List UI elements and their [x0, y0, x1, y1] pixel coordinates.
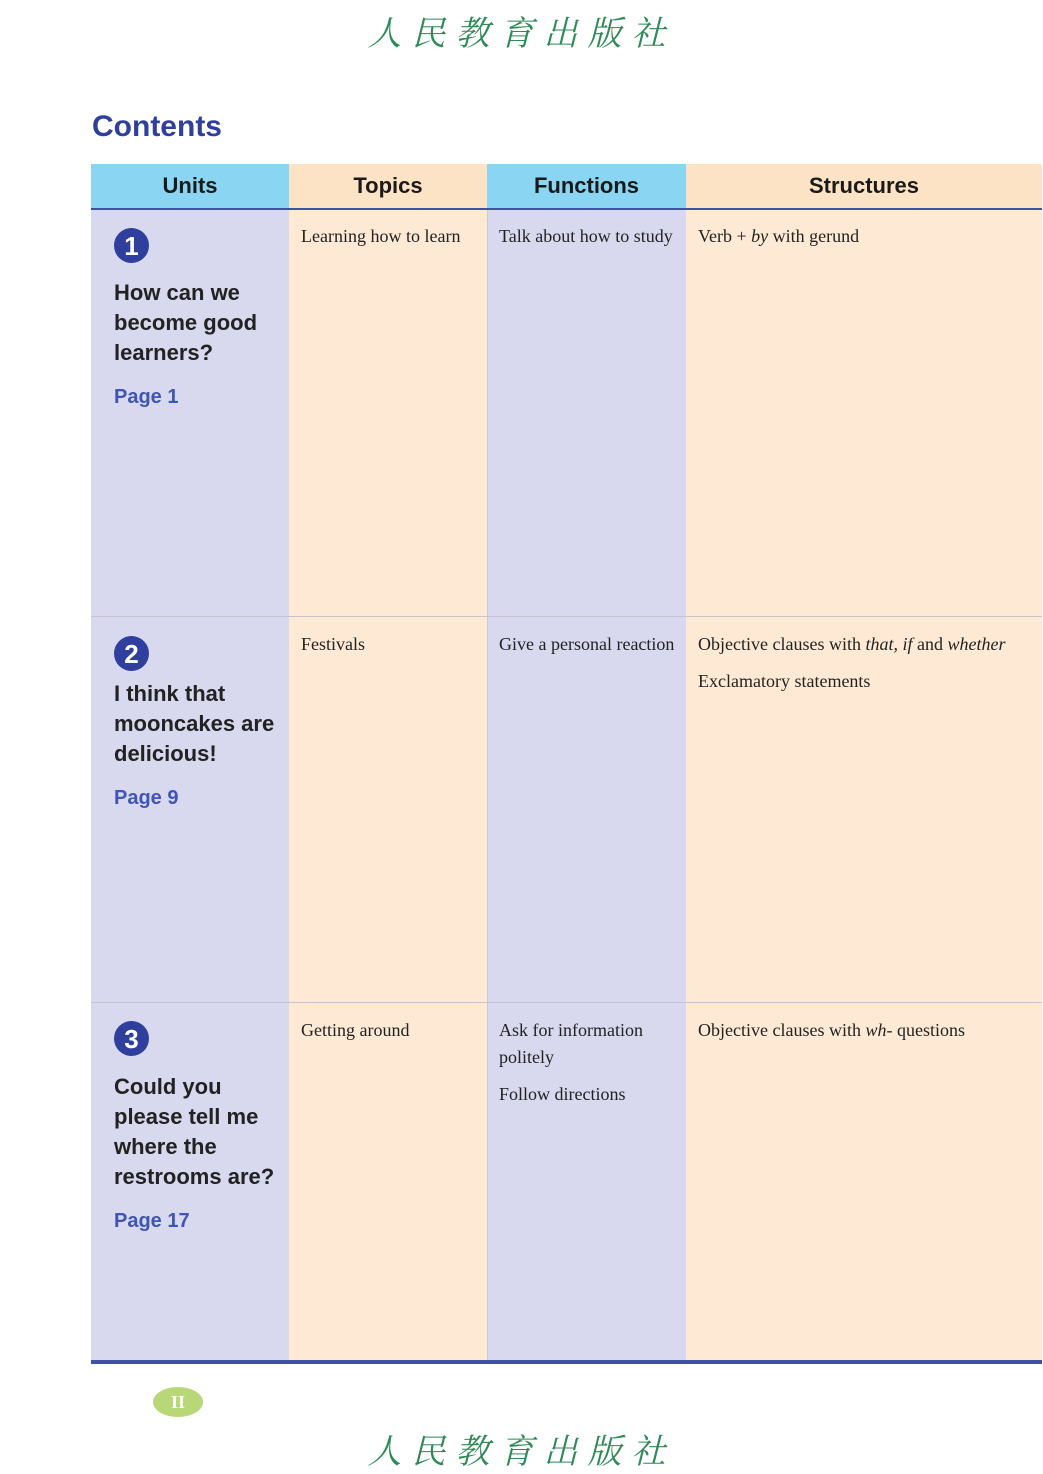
function-item: Ask for information politely [499, 1020, 643, 1067]
header-rule [91, 208, 1042, 210]
header-functions: Functions [487, 164, 686, 208]
topics-column [289, 164, 487, 1360]
page-number: II [170, 1392, 186, 1412]
unit-2-structures [698, 631, 1028, 695]
structure-item: Verb + by with gerund [698, 226, 860, 246]
header-units: Units [91, 164, 289, 208]
unit-1-topic: Learning how to learn [301, 226, 461, 246]
unit-3-structures [698, 1017, 1028, 1044]
unit-1-badge: 1 [114, 228, 149, 263]
unit-1-structures [698, 223, 1028, 250]
header-structures: Structures [686, 164, 1042, 208]
row-divider [91, 1002, 1042, 1003]
publisher-watermark-top: 人民教育出版社 [367, 14, 676, 54]
unit-3-badge: 3 [114, 1021, 149, 1056]
function-item: Give a personal reaction [499, 634, 675, 654]
functions-column [487, 164, 686, 1360]
column-divider [487, 164, 488, 1360]
function-item: Follow directions [499, 1084, 626, 1104]
contents-table [91, 164, 1042, 1364]
unit-2-functions [499, 631, 679, 658]
header-topics: Topics [289, 164, 487, 208]
page-number-badge [152, 1386, 204, 1418]
unit-3-title: Could you please tell me where the restrooms are? [114, 1074, 275, 1189]
unit-2-page-link[interactable]: Page 9 [114, 787, 179, 809]
unit-1-title: How can we become good learners? [114, 280, 258, 365]
row-divider [91, 616, 1042, 617]
unit-2-badge: 2 [114, 636, 149, 671]
publisher-watermark-bottom: 人民教育出版社 [367, 1432, 676, 1472]
unit-2-topic: Festivals [301, 634, 366, 654]
table-bottom-rule [91, 1360, 1042, 1364]
page-title: Contents [92, 110, 222, 143]
unit-1-functions [499, 223, 679, 250]
unit-2-title: I think that mooncakes are delicious! [114, 681, 275, 766]
unit-3-functions [499, 1017, 679, 1108]
unit-3-page-link[interactable]: Page 17 [114, 1210, 190, 1232]
structure-item: Objective clauses with wh- questions [698, 1020, 965, 1040]
unit-3-topic: Getting around [301, 1020, 410, 1040]
function-item: Talk about how to study [499, 226, 673, 246]
structure-item: Exclamatory statements [698, 671, 871, 691]
structure-item: Objective clauses with that, if and whether [698, 634, 1006, 654]
unit-1-page-link[interactable]: Page 1 [114, 386, 179, 408]
structures-column [686, 164, 1042, 1360]
